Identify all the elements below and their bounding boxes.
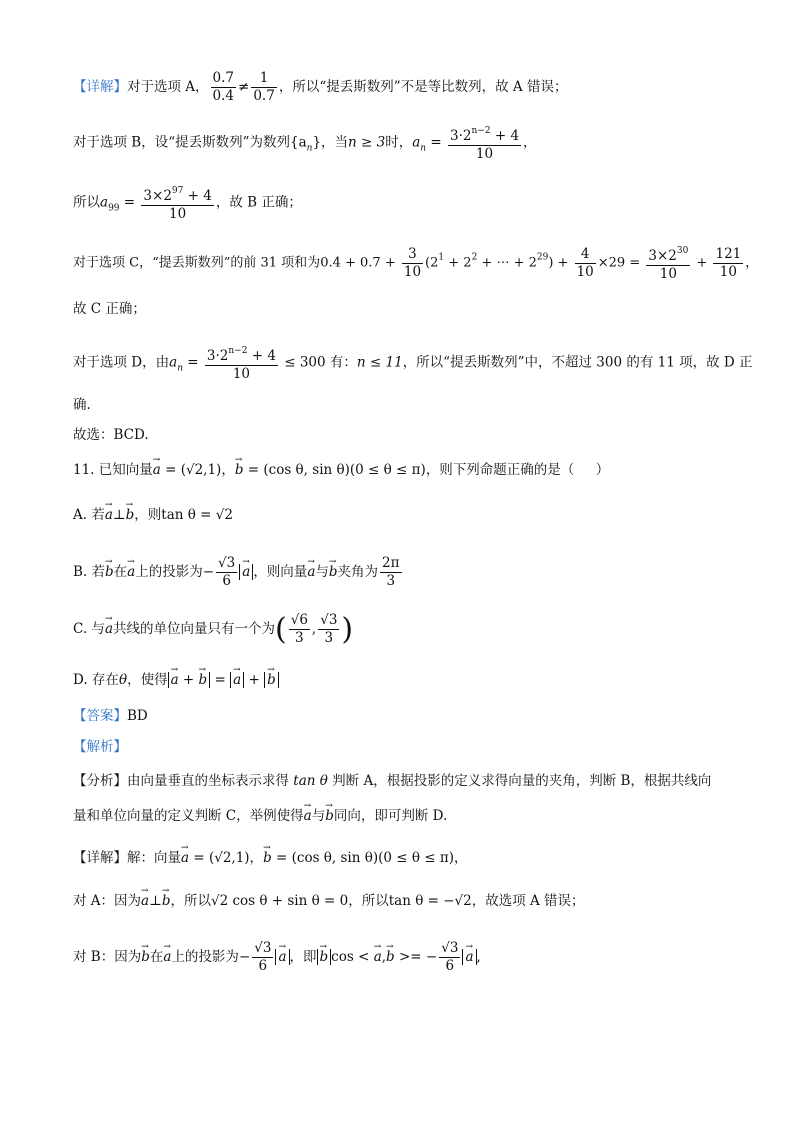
vector-a: → a xyxy=(233,672,241,688)
answer-value: BD xyxy=(127,708,148,724)
numerator: √3 xyxy=(320,612,338,628)
subscript: n xyxy=(306,143,313,154)
math: } xyxy=(312,134,322,151)
vector-b: → b xyxy=(235,460,244,480)
text: 故 C 正确； xyxy=(73,301,146,317)
fraction xyxy=(380,555,401,590)
text: 由向量垂直的坐标表示求得 xyxy=(127,773,289,789)
fraction xyxy=(141,183,213,223)
numerator xyxy=(141,183,213,206)
math: + 2 xyxy=(444,255,472,271)
text: 解：向量 xyxy=(127,850,181,866)
subscript: 99 xyxy=(108,203,120,214)
denominator: 10 xyxy=(403,263,422,280)
vector-b: → b xyxy=(329,562,338,582)
text: 在 xyxy=(149,949,164,965)
text: 在 xyxy=(113,564,128,580)
subscript: n xyxy=(177,363,183,374)
question-11 xyxy=(73,460,609,480)
text: 上的投影为 xyxy=(171,949,239,965)
text: 共线的单位向量只有一个为 xyxy=(113,621,275,637)
math: (2 xyxy=(425,255,439,271)
denominator: 3 xyxy=(324,630,334,646)
right-paren: ) xyxy=(341,611,354,647)
num-text: + 4 xyxy=(490,128,520,144)
num-text: 3×2 xyxy=(143,188,172,204)
math: {a xyxy=(290,134,307,151)
text: ，使得 xyxy=(127,672,168,688)
math: + xyxy=(692,255,712,271)
abs-value xyxy=(264,672,279,688)
vector-b: → b xyxy=(105,562,114,582)
line-17 xyxy=(73,806,447,826)
denominator: 10 xyxy=(576,263,594,280)
vector-a: → a xyxy=(171,672,179,688)
text: C. 与 xyxy=(73,621,105,637)
num-text: + 4 xyxy=(183,188,212,204)
math: − xyxy=(238,949,251,965)
abs-value xyxy=(317,949,332,965)
superscript: n−2 xyxy=(228,346,248,356)
abs-value xyxy=(168,672,211,688)
fraction xyxy=(318,612,339,647)
left-paren: ( xyxy=(275,611,287,647)
numerator: √3 xyxy=(218,555,236,571)
math: = xyxy=(426,134,446,151)
math: n ≤ 11 xyxy=(356,354,403,371)
superscript: 1 xyxy=(438,252,445,263)
analysis-bracket: 【解析】 xyxy=(73,739,127,755)
vector-b: → b xyxy=(320,949,329,965)
numerator xyxy=(646,243,690,266)
math: tan θ xyxy=(289,773,333,789)
line-2 xyxy=(73,123,537,163)
detail-bracket-2: 【详解】 xyxy=(73,850,127,866)
vector-a: → a xyxy=(105,505,113,525)
vector-b: → b xyxy=(267,672,276,688)
num-text: + 4 xyxy=(247,348,276,364)
fraction xyxy=(216,555,237,590)
vector-b: → b xyxy=(162,891,171,911)
vector-a: → a xyxy=(307,562,315,582)
text: 与 xyxy=(311,808,326,824)
math: cos < xyxy=(331,949,374,965)
text: 夹角为 xyxy=(337,564,379,580)
vector-b: → b xyxy=(199,672,208,688)
math: a xyxy=(412,134,421,151)
fraction xyxy=(402,246,423,281)
option-a xyxy=(73,505,233,525)
line-8 xyxy=(73,425,149,445)
vector-a: → a xyxy=(242,564,250,580)
denominator: 3 xyxy=(295,630,304,646)
plus: + xyxy=(178,672,199,688)
perp-symbol: ⊥ xyxy=(149,893,162,909)
line-4 xyxy=(73,243,758,283)
math: = xyxy=(182,354,203,371)
option-b xyxy=(73,555,404,590)
option-c xyxy=(73,612,353,647)
denominator: 10 xyxy=(232,366,250,382)
text: , xyxy=(476,949,481,965)
line-5 xyxy=(73,299,146,319)
num-text: 3·2 xyxy=(206,348,229,364)
numerator: 4 xyxy=(575,246,596,264)
math: + ⋯ + 2 xyxy=(477,255,537,271)
line-20 xyxy=(73,940,481,975)
text: B. 若 xyxy=(73,564,106,580)
text: 与 xyxy=(315,564,329,580)
answer-bracket: 【答案】 xyxy=(73,708,127,724)
line-6 xyxy=(73,343,753,383)
math: √2 cos θ + sin θ = 0 xyxy=(210,893,349,909)
not-equal: ≠ xyxy=(238,79,250,95)
line-19 xyxy=(73,891,585,911)
text: 所以 xyxy=(73,194,100,211)
vector-b: → b xyxy=(126,505,135,525)
math: a xyxy=(169,354,178,371)
text: 确. xyxy=(73,397,91,413)
text: ，即 xyxy=(289,949,317,965)
text: 对于选项 D，由 xyxy=(73,354,170,371)
fraction xyxy=(205,343,278,383)
text: 对于选项 B，设“提丢斯数列”为数列 xyxy=(73,134,291,151)
numerator xyxy=(448,123,521,146)
math: θ xyxy=(118,672,128,688)
math: n ≥ 3 xyxy=(348,134,386,151)
superscript: n−2 xyxy=(471,126,491,136)
math: a xyxy=(100,194,109,211)
text: 同向，即可判断 D. xyxy=(333,808,448,824)
fraction xyxy=(211,70,236,105)
numerator: 1 xyxy=(251,70,276,88)
vector-b: → b xyxy=(141,947,150,967)
text: 对 A：因为 xyxy=(73,893,142,909)
text: ，所以 xyxy=(170,893,211,909)
vector-b: → b xyxy=(263,848,272,868)
vector-a: → a xyxy=(105,619,113,639)
vector-a: → a xyxy=(141,891,149,911)
text: ，则 xyxy=(134,507,162,523)
text: ，所以“提丢斯数列”中，不超过 300 的有 11 项，故 D 正 xyxy=(402,354,753,371)
text: ，故 B 正确； xyxy=(215,194,302,211)
plus: + xyxy=(244,672,265,688)
superscript: 30 xyxy=(676,246,689,256)
num-text: 3×2 xyxy=(648,248,677,264)
text: 11. 已知向量 xyxy=(73,462,153,478)
fraction xyxy=(575,246,596,281)
fraction xyxy=(646,243,690,283)
line-1 xyxy=(73,70,567,105)
denominator: 6 xyxy=(222,573,231,589)
line-7 xyxy=(73,395,91,415)
denominator: 6 xyxy=(258,958,268,974)
vector-b: → b xyxy=(325,806,334,826)
text: 对于选项 C，“提丢斯数列”的前 31 项和为 xyxy=(73,255,321,271)
math: ) + xyxy=(548,255,573,271)
vector-a: → a xyxy=(127,562,135,582)
math: − xyxy=(202,564,215,580)
text: ，则下列命题正确的是（ ） xyxy=(425,462,610,478)
math: >= − xyxy=(394,949,438,965)
line-18 xyxy=(73,848,468,868)
text: ，当 xyxy=(321,134,349,151)
equals: = xyxy=(210,672,231,688)
text: 判断 A，根据投影的定义求得向量的夹角，判断 B，根据共线向 xyxy=(332,773,712,789)
fraction xyxy=(448,123,521,163)
vector-a: → a xyxy=(278,949,286,965)
comma: , xyxy=(381,949,387,965)
option-d xyxy=(73,670,279,690)
math: ×29 = xyxy=(597,255,645,271)
vector-a: → a xyxy=(304,806,312,826)
text: ， xyxy=(523,134,537,151)
numerator: √3 xyxy=(254,940,272,956)
denominator: 0.7 xyxy=(253,88,275,104)
math: = xyxy=(119,194,140,211)
vector-a: → a xyxy=(153,460,161,480)
fraction xyxy=(439,940,460,975)
comma: , xyxy=(311,621,317,637)
numerator: 3 xyxy=(402,246,423,264)
answer-line xyxy=(73,706,148,726)
subscript: n xyxy=(420,143,427,154)
math: 0.4 + 0.7 + xyxy=(320,255,400,271)
abs-value xyxy=(230,672,244,688)
denominator: 10 xyxy=(719,263,737,280)
text: 对于选项 A， xyxy=(127,79,209,95)
text: A. 若 xyxy=(73,507,105,523)
text: ， xyxy=(454,850,468,866)
fraction xyxy=(252,940,273,975)
text: D. 存在 xyxy=(73,672,119,688)
denominator: 10 xyxy=(169,206,187,222)
line-3 xyxy=(73,183,302,223)
text: ，故选项 A 错误； xyxy=(471,893,585,909)
text: ，所以 xyxy=(348,893,389,909)
text: ，则向量 xyxy=(253,564,308,580)
num-text: 3·2 xyxy=(450,128,472,144)
abs-value xyxy=(462,949,476,965)
text: ，所以“提丢斯数列”不是等比数列，故 A 错误； xyxy=(278,79,568,95)
math: ≤ 300 xyxy=(279,354,326,371)
fraction xyxy=(289,612,310,647)
denominator: 6 xyxy=(445,958,455,974)
text: 时， xyxy=(385,134,413,151)
text: 上的投影为 xyxy=(135,564,203,580)
denominator: 3 xyxy=(386,573,396,589)
math: tan θ = −√2 xyxy=(388,893,472,909)
numerator: 2π xyxy=(382,555,400,571)
text: ， xyxy=(745,255,759,271)
denominator: 0.4 xyxy=(212,88,235,104)
superscript: 97 xyxy=(171,186,184,196)
abs-value xyxy=(239,564,253,580)
vector-a: → a xyxy=(374,947,382,967)
math: = (cos θ, sin θ)(0 ≤ θ ≤ π) xyxy=(243,462,426,478)
abs-value xyxy=(275,949,289,965)
numerator: √6 xyxy=(290,612,308,628)
line-16 xyxy=(73,771,711,791)
numerator xyxy=(205,343,278,366)
text: 故选：BCD. xyxy=(73,427,149,443)
vector-b: → b xyxy=(386,947,395,967)
vector-a: → a xyxy=(181,848,189,868)
numerator: 0.7 xyxy=(212,70,235,86)
fraction xyxy=(713,246,743,281)
superscript: 2 xyxy=(471,252,478,263)
numerator: 121 xyxy=(715,245,742,262)
text: 对 B：因为 xyxy=(73,949,142,965)
math: = (√2,1)， xyxy=(189,850,264,866)
text: 有： xyxy=(325,354,357,371)
math: = (√2,1)， xyxy=(160,462,235,478)
denominator: 10 xyxy=(475,146,494,162)
detail-bracket-1: 【详解】 xyxy=(73,79,127,95)
math: = (cos θ, sin θ)(0 ≤ θ ≤ π) xyxy=(271,850,455,866)
vector-a: → a xyxy=(163,947,171,967)
numerator: √3 xyxy=(441,940,459,956)
text: 量和单位向量的定义判断 C，举例使得 xyxy=(73,808,304,824)
superscript: 29 xyxy=(536,252,549,263)
math: tan θ = √2 xyxy=(161,507,233,523)
analysis-header xyxy=(73,737,127,757)
vector-a: → a xyxy=(465,949,473,965)
analysis-sub-bracket: 【分析】 xyxy=(73,773,127,789)
fraction xyxy=(251,70,276,105)
denominator: 10 xyxy=(659,266,677,282)
perp-symbol: ⊥ xyxy=(112,507,126,523)
